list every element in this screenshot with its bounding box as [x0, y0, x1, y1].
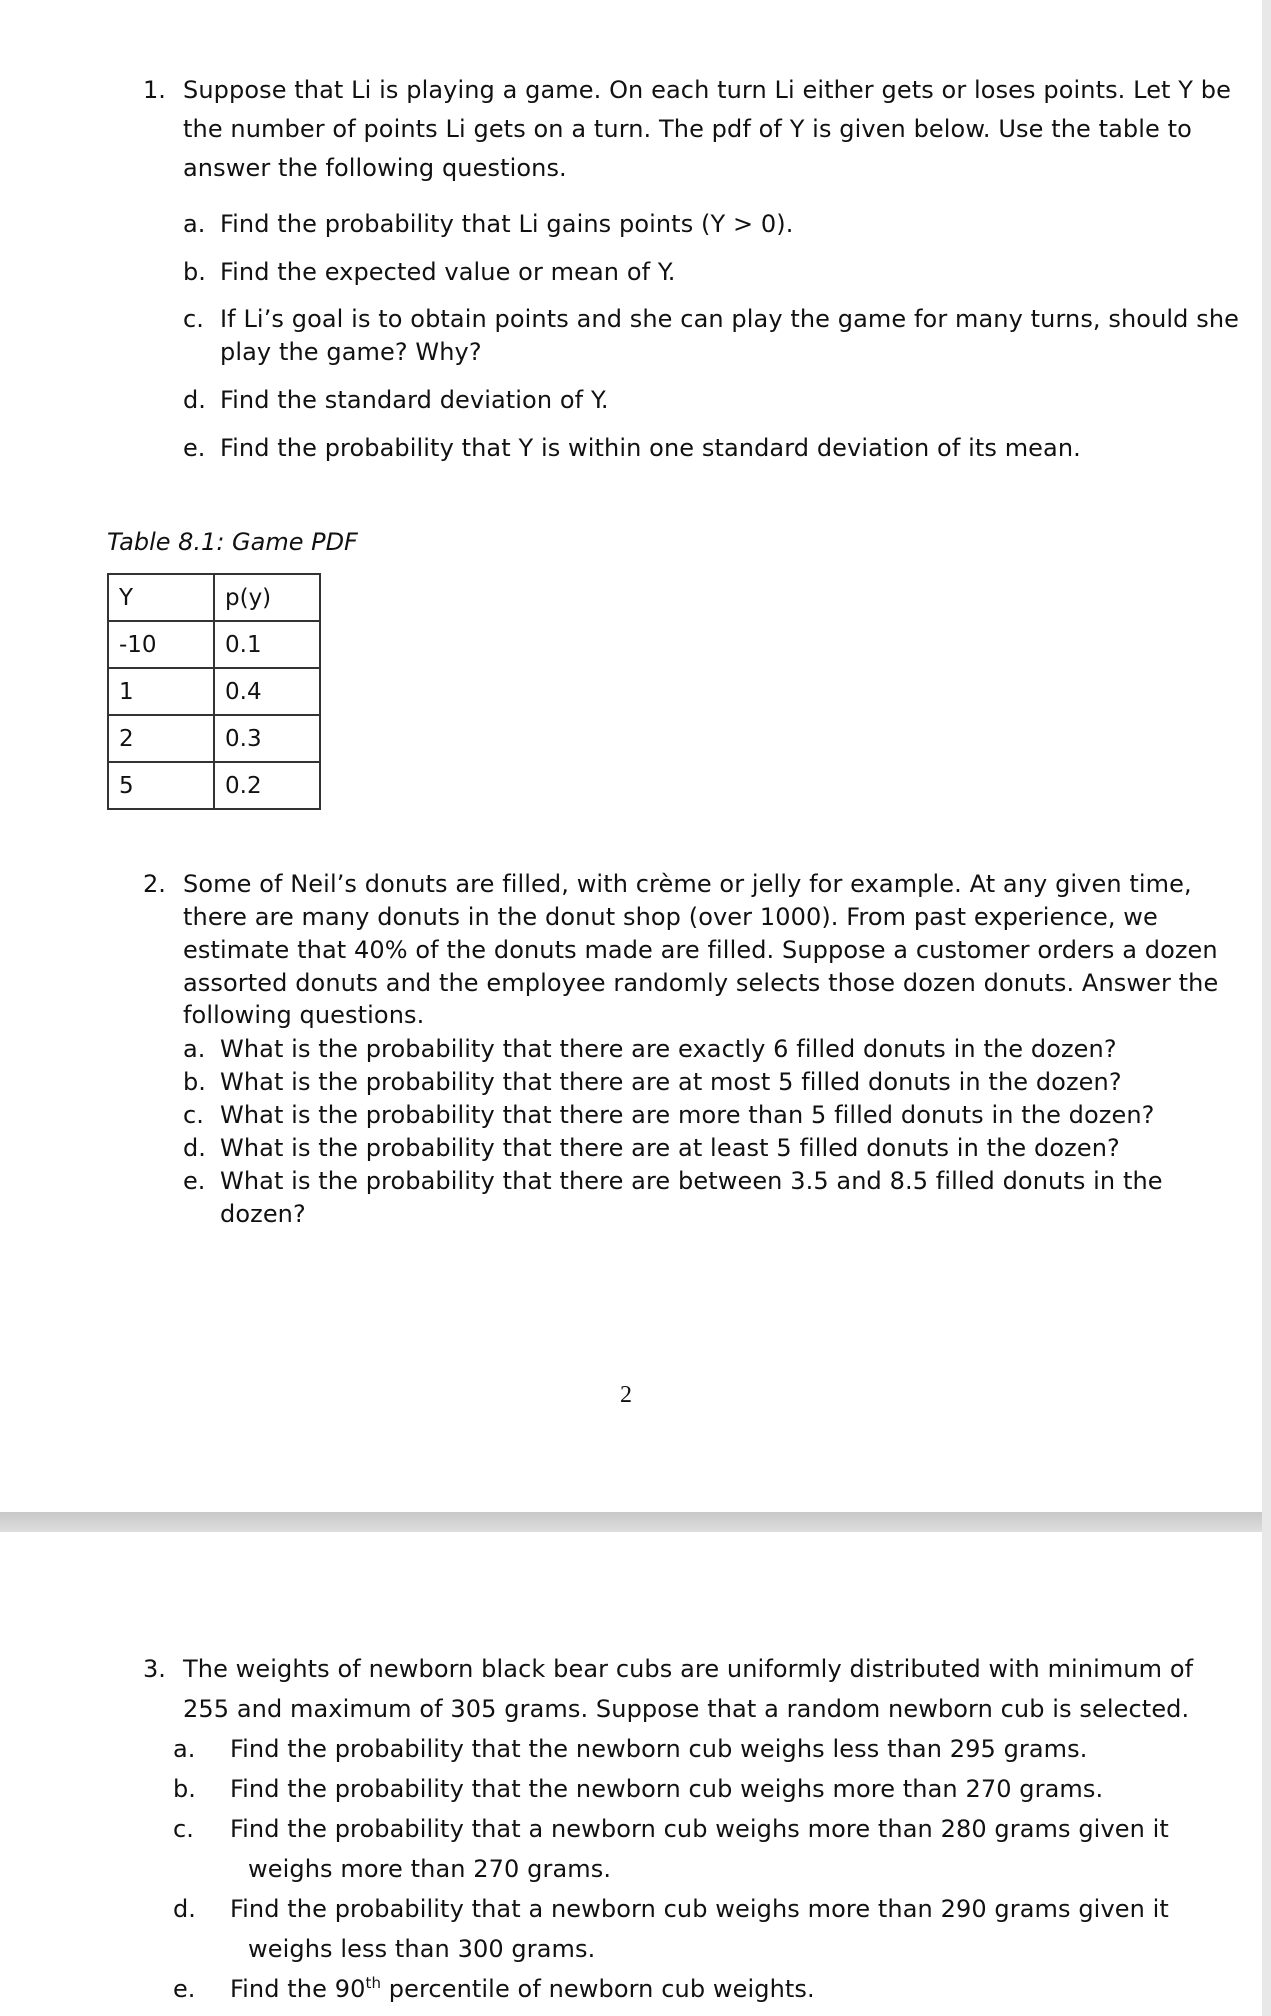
problem-2-part-text: What is the probability that there are more than 5 filled donuts in the dozen?: [220, 1101, 1155, 1129]
table-caption: Table 8.1: Game PDF: [107, 528, 358, 556]
problem-1-intro-line: the number of points Li gets on a turn. The pdf of Y is given below. Use the table to: [183, 115, 1192, 143]
table-header-cell: Y: [108, 574, 214, 621]
problem-3-part-label: b.: [173, 1775, 196, 1803]
problem-1-part-text: Find the expected value or mean of Y.: [220, 258, 676, 286]
ordinal-suffix: th: [365, 1974, 382, 1992]
table-cell: -10: [108, 621, 214, 668]
table-row: [108, 762, 320, 809]
problem-3-part-label: d.: [173, 1895, 196, 1923]
problem-3-intro-line: 255 and maximum of 305 grams. Suppose that a random newborn cub is selected.: [183, 1695, 1190, 1723]
problem-1-number: 1.: [143, 76, 166, 104]
problem-2-intro-line: estimate that 40% of the donuts made are filled. Suppose a customer orders a dozen: [183, 936, 1218, 964]
table-header-cell: p(y): [214, 574, 320, 621]
problem-2-intro-line: Some of Neil’s donuts are filled, with crème or jelly for example. At any given time,: [183, 870, 1192, 898]
problem-1-part-text: Find the standard deviation of Y.: [220, 386, 609, 414]
problem-1-part-label: c.: [183, 305, 204, 333]
problem-2-part-label: e.: [183, 1167, 206, 1195]
problem-3-part-label: c.: [173, 1815, 194, 1843]
problem-1-part-label: b.: [183, 258, 206, 286]
problem-1-part-text: Find the probability that Y is within one standard deviation of its mean.: [220, 434, 1081, 462]
page-number: 2: [620, 1382, 632, 1408]
problem-2-intro-line: assorted donuts and the employee randomly selects those dozen donuts. Answer the: [183, 969, 1219, 997]
page-separator: [0, 1512, 1262, 1532]
problem-2-part-text: dozen?: [220, 1200, 306, 1228]
problem-3-part-text: weighs more than 270 grams.: [248, 1855, 612, 1883]
problem-1-part-label: d.: [183, 386, 206, 414]
table-cell: 5: [108, 762, 214, 809]
table-cell: 0.2: [214, 762, 320, 809]
problem-3-part-text-post: percentile of newborn cub weights.: [381, 1975, 815, 2003]
problem-2-intro-line: following questions.: [183, 1001, 425, 1029]
scroll-edge: [1262, 0, 1271, 2016]
problem-2-intro-line: there are many donuts in the donut shop (over 1000). From past experience, we: [183, 903, 1158, 931]
problem-2-part-text: What is the probability that there are at least 5 filled donuts in the dozen?: [220, 1134, 1120, 1162]
problem-3-part-text: Find the probability that a newborn cub weighs more than 280 grams given it: [230, 1815, 1169, 1843]
table-cell: 0.3: [214, 715, 320, 762]
problem-2-part-text: What is the probability that there are at most 5 filled donuts in the dozen?: [220, 1068, 1122, 1096]
table-row: [108, 668, 320, 715]
game-pdf-table: [107, 573, 321, 810]
problem-3-number: 3.: [143, 1655, 166, 1683]
problem-3-part-label: a.: [173, 1735, 196, 1763]
table-cell: 0.4: [214, 668, 320, 715]
problem-3-part-text: weighs less than 300 grams.: [248, 1935, 596, 1963]
table-header-row: [108, 574, 320, 621]
table-row: [108, 621, 320, 668]
problem-2-part-text: What is the probability that there are between 3.5 and 8.5 filled donuts in the: [220, 1167, 1163, 1195]
problem-3-part-text-pre: Find the 90: [230, 1975, 366, 2003]
problem-2-part-label: a.: [183, 1035, 206, 1063]
problem-1-part-text: play the game? Why?: [220, 338, 482, 366]
problem-2-part-label: b.: [183, 1068, 206, 1096]
problem-2-part-text: What is the probability that there are exactly 6 filled donuts in the dozen?: [220, 1035, 1117, 1063]
table-cell: 0.1: [214, 621, 320, 668]
problem-1-part-text: If Li’s goal is to obtain points and she can play the game for many turns, should she: [220, 305, 1240, 333]
problem-3-intro-line: The weights of newborn black bear cubs are uniformly distributed with minimum of: [183, 1655, 1194, 1683]
table-cell: 2: [108, 715, 214, 762]
problem-2-part-label: c.: [183, 1101, 204, 1129]
problem-2-number: 2.: [143, 870, 166, 898]
table-row: [108, 715, 320, 762]
problem-1-part-text: Find the probability that Li gains points (Y > 0).: [220, 210, 794, 238]
problem-1-intro-line: Suppose that Li is playing a game. On each turn Li either gets or loses points. Let Y be: [183, 76, 1231, 104]
problem-3-part-text: Find the probability that the newborn cub weighs more than 270 grams.: [230, 1775, 1104, 1803]
table-cell: 1: [108, 668, 214, 715]
problem-1-part-label: e.: [183, 434, 206, 462]
problem-1-intro-line: answer the following questions.: [183, 154, 567, 182]
problem-1-part-label: a.: [183, 210, 206, 238]
problem-2-part-label: d.: [183, 1134, 206, 1162]
problem-3-part-label: e.: [173, 1975, 196, 2003]
problem-3-part-text: [230, 1973, 815, 2005]
problem-3-part-text: Find the probability that the newborn cub weighs less than 295 grams.: [230, 1735, 1088, 1763]
problem-3-part-text: Find the probability that a newborn cub weighs more than 290 grams given it: [230, 1895, 1169, 1923]
